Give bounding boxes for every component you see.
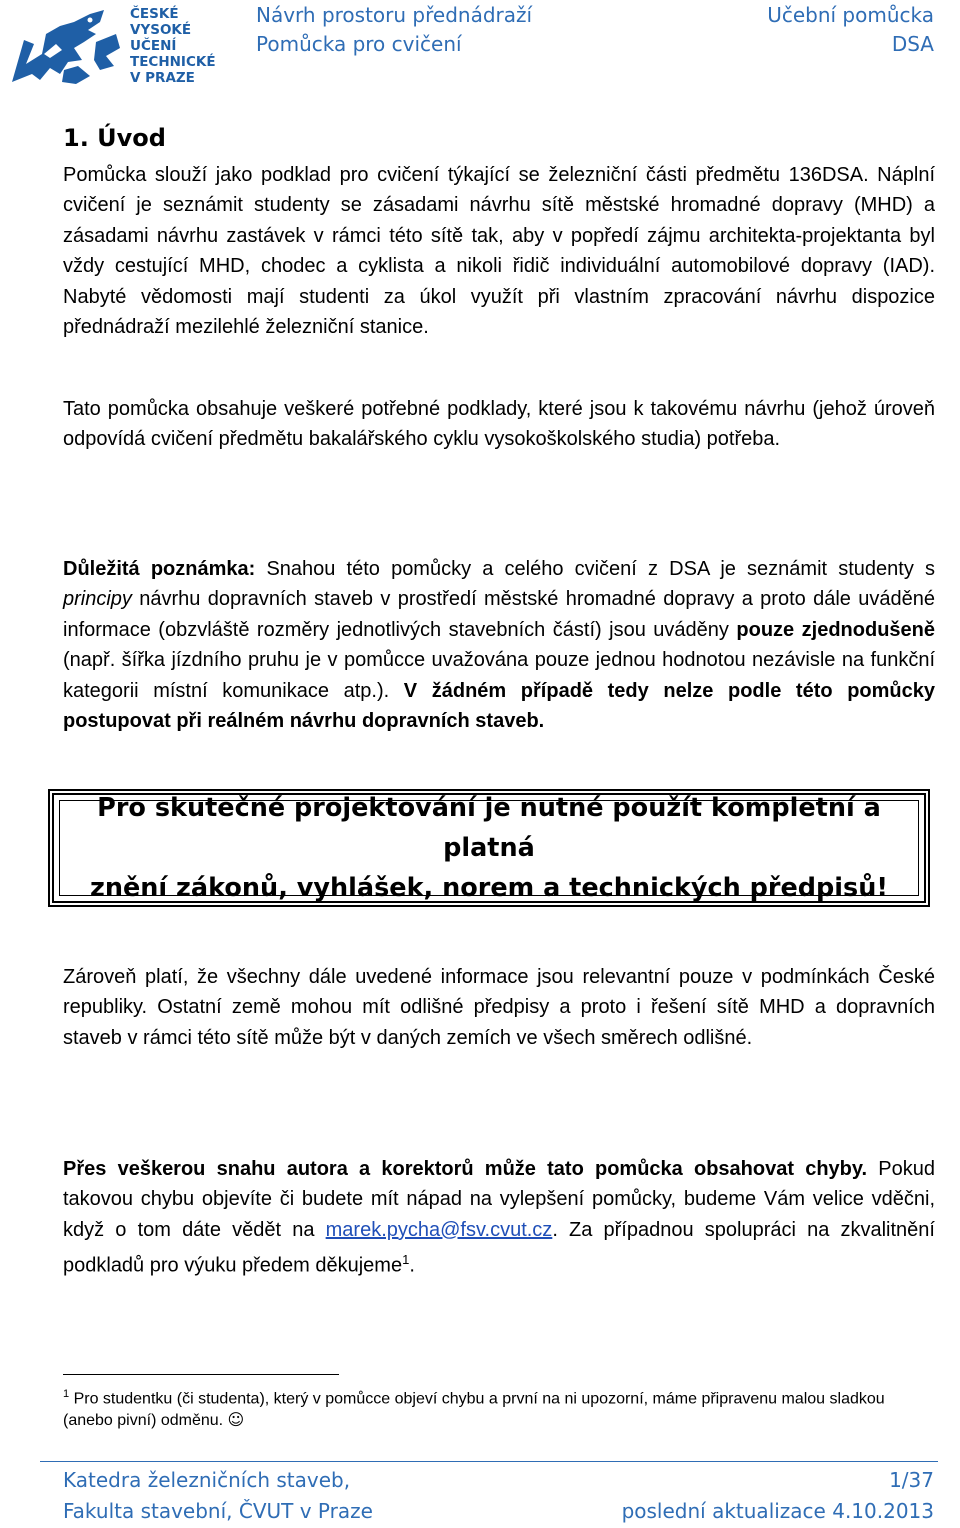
footer-department-line: Katedra železničních staveb, [63,1468,351,1492]
warning-line: znění zákonů, vyhlášek, norem a technických předpisů! [89,873,889,903]
intro-paragraph: Pomůcka slouží jako podklad pro cvičení týkající se železniční části předmětu 136DSA. Náplní cvičení je seznámit studenty se zásadami návrhu sítě městské hromadné dopravy (MHD) a zásadami návrhu zastávek v rámci této sítě tak, aby v popředí zájmu architekta-projektanta byl vždy cestující MHD, chodec a cyklista a nikoli řidič individuální automobilové dopravy (IAD). Nabyté vědomosti mají studenti za úkol využít při vlastním zpracování návrhu dispozice přednádraží mezilehlé železniční stanice. [63,164,935,339]
note-warning-sentence: V žádném případě tedy nelze podle této pomůcky postupovat při reálném návrhu dopravních staveb. [63,679,936,733]
warning-line: Pro skutečné projektování je nutné použít kompletní a platná [97,793,881,863]
header-document-type [767,1,934,59]
note-bold: pouze zjednodušeně [736,618,936,641]
smiley-icon: ☺ [227,1410,245,1430]
section-heading: 1. Úvod [63,124,166,152]
footnote-reference: 1 [402,1252,410,1268]
header-title-line: Návrh prostoru přednádraží [256,3,533,27]
intro-paragraph-2: Tato pomůcka obsahuje veškeré potřebné podklady, které jsou k takovému návrhu (jehož úroveň odpovídá cvičení předmětu bakalářského cyklu vysokoškolského studia) potřeba. [63,398,935,451]
note-label: Důležitá poznámka: [63,558,256,580]
warning-box [48,789,930,907]
errors-text: . Za případnou spolupráci na zkvalitnění podkladů pro výuku předem děkujeme [63,1218,935,1277]
logo-line: UČENÍ [130,38,177,54]
logo-line: V PRAZE [130,70,195,86]
validity-paragraph: Zároveň platí, že všechny dále uvedené informace jsou relevantní pouze v podmínkách České republiky. Ostatní země mohou mít odlišné předpisy a proto i řešení sítě MHD a dopravních staveb v rámci této sítě může být v daných zemích ve všech směrech odlišné. [63,966,935,1049]
header-doc-type-line: Učební pomůcka [767,3,934,27]
note-text: (např. šířka jízdního pruhu je v pomůcce uvažována pouze jednou hodnotou nezávisle na funkční kategorii místní komunikace atp.). [63,649,935,702]
footer-page-info [622,1465,934,1527]
important-note [63,554,935,736]
errors-text: . [409,1254,415,1277]
errors-text: Pokud takovou chybu objevíte či budete mít nápad na vylepšení pomůcky, budeme Vám velice vděčni, když o tom dáte vědět na [63,1158,936,1241]
warning-text [54,788,924,908]
footer-faculty-line: Fakulta stavební, ČVUT v Praze [63,1499,373,1523]
footnote-mark: 1 [63,1388,70,1400]
last-update: poslední aktualizace 4.10.2013 [621,1499,934,1523]
header-course-code: DSA [891,32,934,56]
footnote [63,1384,935,1431]
errors-bold: Přes veškerou snahu autora a korektorů může tato pomůcka obsahovat chyby. [63,1158,868,1180]
footnote-separator [63,1374,339,1375]
note-text: návrhu dopravních staveb v prostředí městské hromadné dopravy a proto dále uváděné informace (obzvláště rozměry jednotlivých stavebních částí) jsou uváděny [63,588,935,641]
page-number: 1/37 [889,1468,934,1492]
note-text: Snahou této pomůcky a celého cvičení z DSA je seznámit studenty s [255,558,935,580]
header-course-title [256,1,532,59]
note-italic: principy [63,588,132,611]
footnote-text: Pro studentku (či studenta), který v pomůcce objeví chybu a první na ni upozorní, máme připravenu malou sladkou (anebo pivní) odměnu. [63,1390,885,1430]
logo-line: TECHNICKÉ [130,54,216,70]
footer-separator [40,1461,938,1462]
university-logo-lion [4,4,124,88]
university-name [130,6,220,86]
logo-line: VYSOKÉ [130,22,192,38]
logo-line: ČESKÉ [130,6,179,22]
author-email-link[interactable]: marek.pycha@fsv.cvut.cz [325,1218,553,1241]
header-subtitle-line: Pomůcka pro cvičení [256,32,462,56]
footer-department [63,1465,373,1527]
errors-paragraph [63,1154,935,1281]
